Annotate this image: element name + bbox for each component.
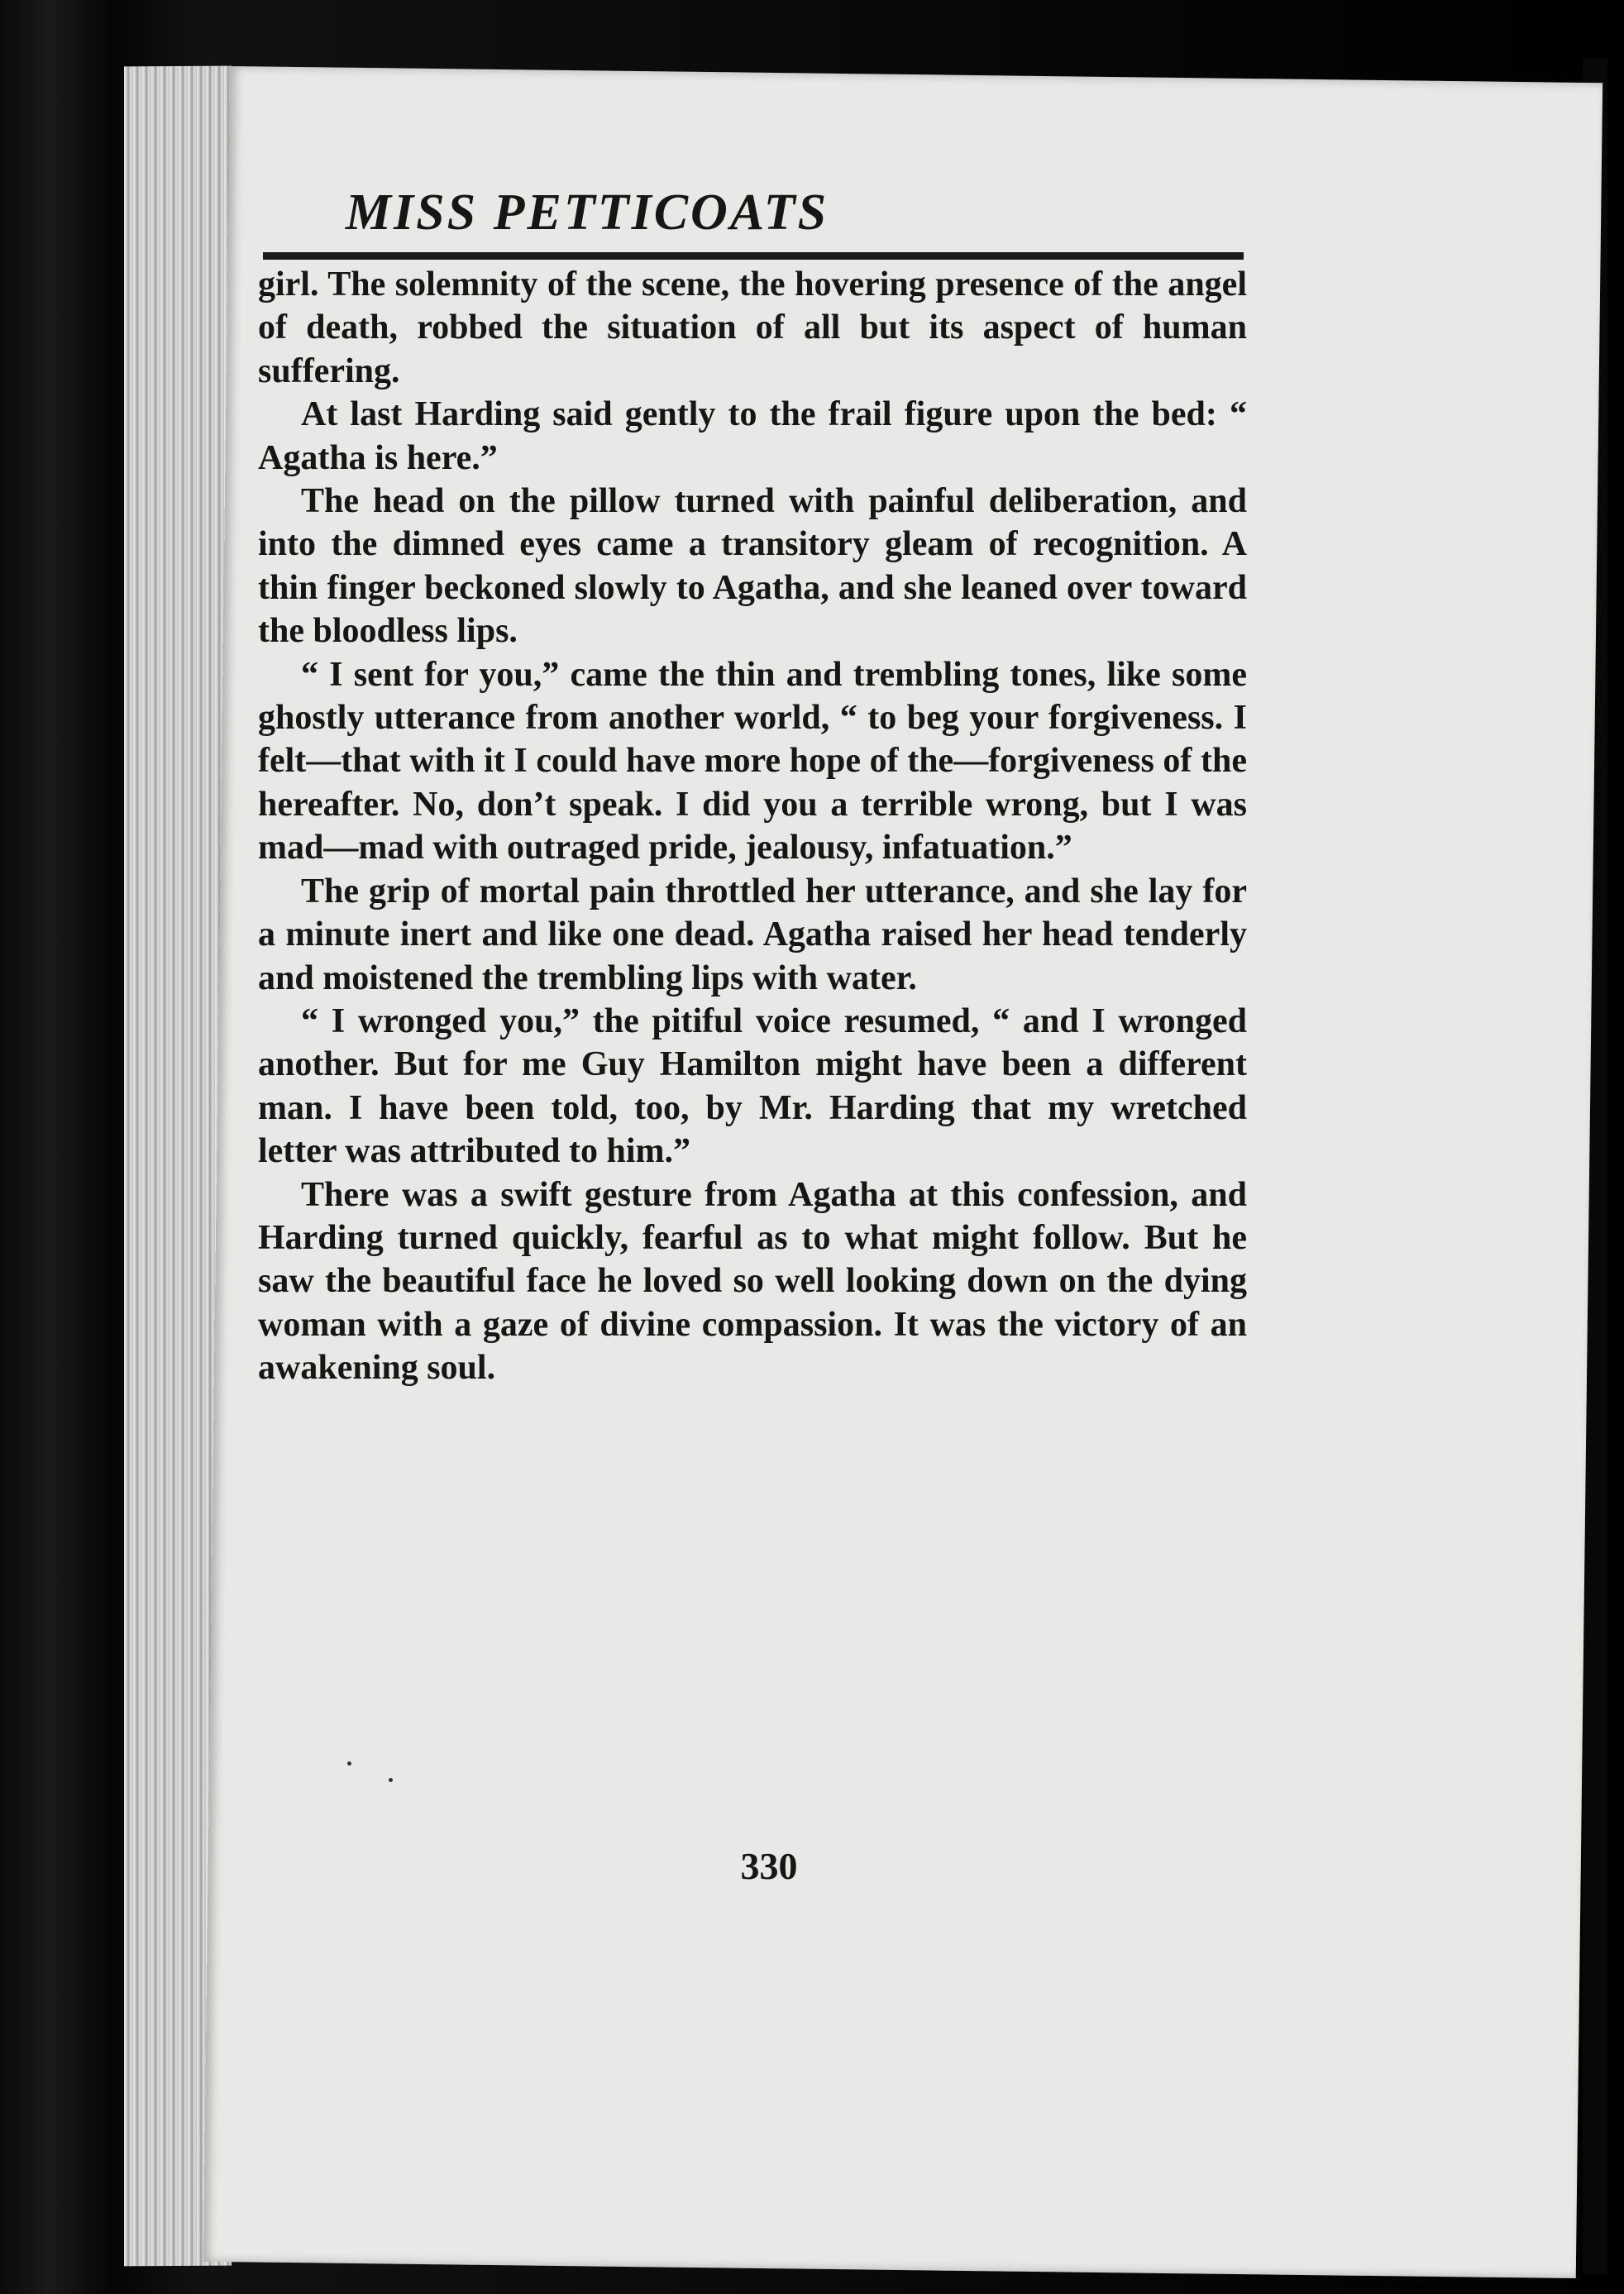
running-head: MISS PETTICOATS [345, 184, 829, 241]
paragraph: There was a swift gesture from Agatha at this confession, and Harding turned quickly, fearful as to what might follow. But he saw the beautiful face he loved so well looking down on the dying woman with a gaze of divine compassion. It was the victory of an awakening soul. [258, 1175, 1247, 1388]
dust-speck [389, 1778, 393, 1782]
paragraph: “ I sent for you,” came the thin and trembling tones, like some ghostly utterance from another world, “ to beg your forgiveness. I felt—that with it I could have more hope of the—forgiveness of the hereafter. No, don’t speak. I did you a terrible wrong, but I was mad—mad with outraged pride, jealousy, infatuation.” [258, 655, 1247, 867]
paragraph: “ I wronged you,” the pitiful voice resumed, “ and I wronged another. But for me Guy Hamilton might have been a different man. I have been told, too, by Mr. Harding that my wretched letter was attributed to him.” [258, 1001, 1247, 1171]
paragraph: At last Harding said gently to the frail figure upon the bed: “ Agatha is here.” [258, 395, 1247, 477]
paragraph: The grip of mortal pain throttled her utterance, and she lay for a minute inert and like one dead. Agatha raised her head tenderly and moistened the trembling lips with water. [258, 872, 1247, 997]
page-number: 330 [740, 1845, 798, 1887]
running-head-rule [263, 252, 1244, 260]
paragraph: The head on the pillow turned with painful deliberation, and into the dimned eyes came a transitory gleam of recognition. A thin finger beckoned slowly to Agatha, and she leaned over toward the bloodless lips. [258, 482, 1247, 651]
paragraph: girl. The solemnity of the scene, the hovering presence of the angel of death, robbed the situation of all but its aspect of human suffering. [258, 265, 1247, 390]
body-text [258, 263, 1247, 1390]
dust-speck [347, 1761, 351, 1766]
